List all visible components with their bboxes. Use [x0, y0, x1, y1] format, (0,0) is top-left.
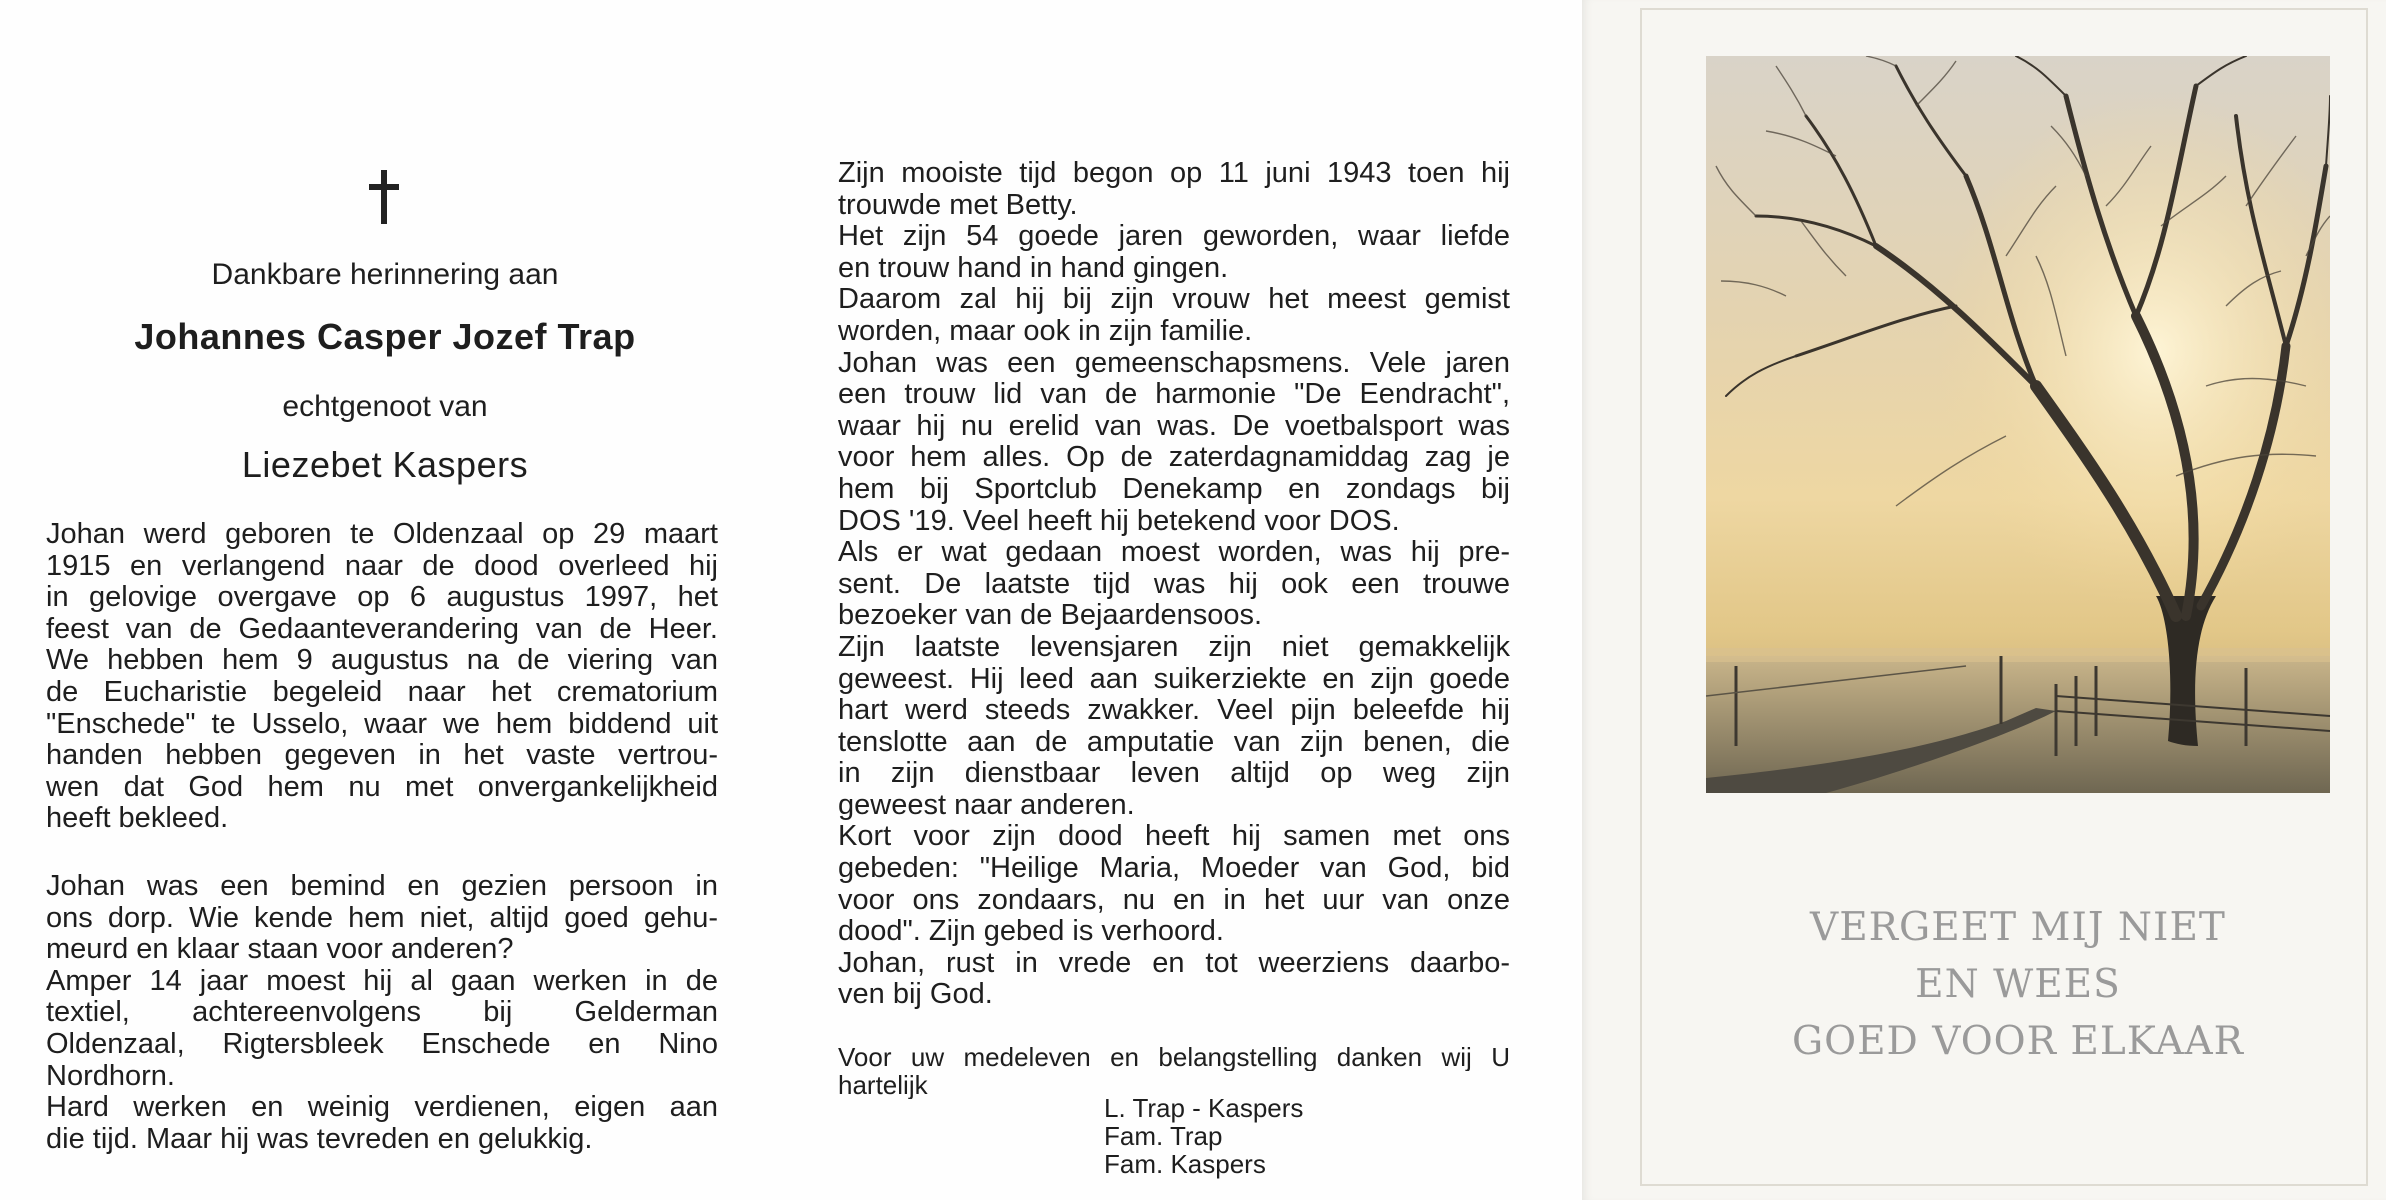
verse-line: EN WEES: [1915, 962, 2121, 1007]
text-line: sent. De laatste tijd was hij ook een trouwe: [838, 568, 1510, 600]
cross-icon: [369, 170, 399, 224]
text-line: Zijn mooiste tijd begon op 11 juni 1943 toen hij: [838, 158, 1510, 189]
text-line: worden, maar ook in zijn familie.: [838, 315, 1253, 347]
text-line: voor ons zondaars, nu en in het uur van onze: [838, 884, 1510, 916]
text-line: "Enschede" te Usselo, waar we hem biddend uit: [46, 708, 718, 740]
text-line: heeft bekleed.: [46, 803, 229, 835]
text-line: handen hebben gegeven in het vaste vertrou-: [46, 740, 718, 772]
text-line: Johan was een bemind en gezien persoon in: [46, 871, 718, 902]
spouse-name: Liezebet Kaspers: [241, 444, 529, 485]
text-line: in gelovige overgave op 6 augustus 1997, het: [46, 582, 718, 614]
relation-line: echtgenoot van: [282, 390, 488, 423]
text-line: die tijd. Maar hij was tevreden en gelukkig.: [46, 1123, 593, 1155]
text-line: voor hem alles. Op de zaterdagnamiddag zag je: [838, 442, 1510, 474]
text-line: een trouw lid van de harmonie "De Eendracht",: [838, 379, 1510, 411]
deceased-name: Johannes Casper Jozef Trap: [134, 316, 636, 357]
text-line: dood". Zijn gebed is verhoord.: [838, 916, 1224, 948]
tree-landscape-photo: [1706, 56, 2330, 793]
text-line: Hard werken en weinig verdienen, eigen aan: [46, 1092, 718, 1124]
text-line: ven bij God.: [838, 979, 993, 1011]
text-line: Voor uw medeleven en belangstelling danken wij U: [838, 1043, 1510, 1071]
text-line: trouwde met Betty.: [838, 189, 1078, 221]
text-line: Johan was een gemeenschapsmens. Vele jaren: [838, 347, 1510, 379]
text-line: wen dat God hem nu met onvergankelijkheid: [46, 771, 718, 803]
signature-line: Fam. Trap: [1104, 1121, 1223, 1151]
text-line: Johan, rust in vrede en tot weerziens daarbo-: [838, 947, 1510, 979]
verse-line: GOED VOOR ELKAAR: [1791, 1019, 2245, 1064]
text-line: Zijn laatste levensjaren zijn niet gemakkelijk: [838, 631, 1510, 663]
text-line: Het zijn 54 goede jaren geworden, waar liefde: [838, 221, 1510, 253]
text-line: Amper 14 jaar moest hij al gaan werken in de: [46, 965, 718, 997]
dedication-line: Dankbare herinnering aan: [211, 258, 559, 291]
signature-line: Fam. Kaspers: [1104, 1149, 1266, 1179]
text-line: Oldenzaal, Rigtersbleek Enschede en Nino: [46, 1028, 718, 1060]
text-line: geweest. Hij leed aan suikerziekte en zijn goede: [838, 663, 1510, 695]
verse-line: VERGEET MIJ NIET: [1810, 905, 2226, 950]
text-line: meurd en klaar staan voor anderen?: [46, 934, 514, 966]
text-line: DOS '19. Veel heeft hij betekend voor DOS.: [838, 505, 1400, 537]
text-line: in zijn dienstbaar leven altijd op weg zijn: [838, 758, 1510, 790]
text-line: tenslotte aan de amputatie van zijn benen, die: [838, 726, 1510, 758]
biography-paragraph-3: [838, 158, 1510, 1011]
text-line: feest van de Gedaanteverandering van de Heer.: [46, 613, 718, 645]
text-line: We hebben hem 9 augustus na de viering van: [46, 645, 718, 677]
text-line: Kort voor zijn dood heeft hij samen met ons: [838, 821, 1510, 853]
biography-paragraph-1: [46, 519, 718, 835]
text-line: geweest naar anderen.: [838, 789, 1135, 821]
text-line: textiel, achtereenvolgens bij Gelderman: [46, 997, 718, 1029]
text-line: 1915 en verlangend naar de dood overleed hij: [46, 550, 718, 582]
text-line: Johan werd geboren te Oldenzaal op 29 maart: [46, 519, 718, 550]
text-line: de Eucharistie begeleid naar het crematorium: [46, 676, 718, 708]
text-line: bezoeker van de Bejaardensoos.: [838, 600, 1263, 632]
text-line: hart werd steeds zwakker. Veel pijn beleefde hij: [838, 695, 1510, 727]
text-line: waar hij nu erelid van was. De voetbalsport was: [838, 410, 1510, 442]
text-line: hem bij Sportclub Denekamp en zondags bij: [838, 473, 1510, 505]
text-line: ons dorp. Wie kende hem niet, altijd goed gehu-: [46, 902, 718, 934]
text-line: Als er wat gedaan moest worden, was hij pre-: [838, 537, 1510, 569]
text-line: hartelijk: [838, 1071, 928, 1099]
biography-paragraph-2: [46, 871, 718, 1155]
text-line: en trouw hand in hand gingen.: [838, 252, 1229, 284]
text-line: Daarom zal hij bij zijn vrouw het meest gemist: [838, 284, 1510, 316]
signature-line: L. Trap - Kaspers: [1104, 1093, 1304, 1123]
text-line: gebeden: "Heilige Maria, Moeder van God, bid: [838, 853, 1510, 885]
text-line: Nordhorn.: [46, 1060, 175, 1092]
thanks-note: [838, 1043, 1510, 1099]
